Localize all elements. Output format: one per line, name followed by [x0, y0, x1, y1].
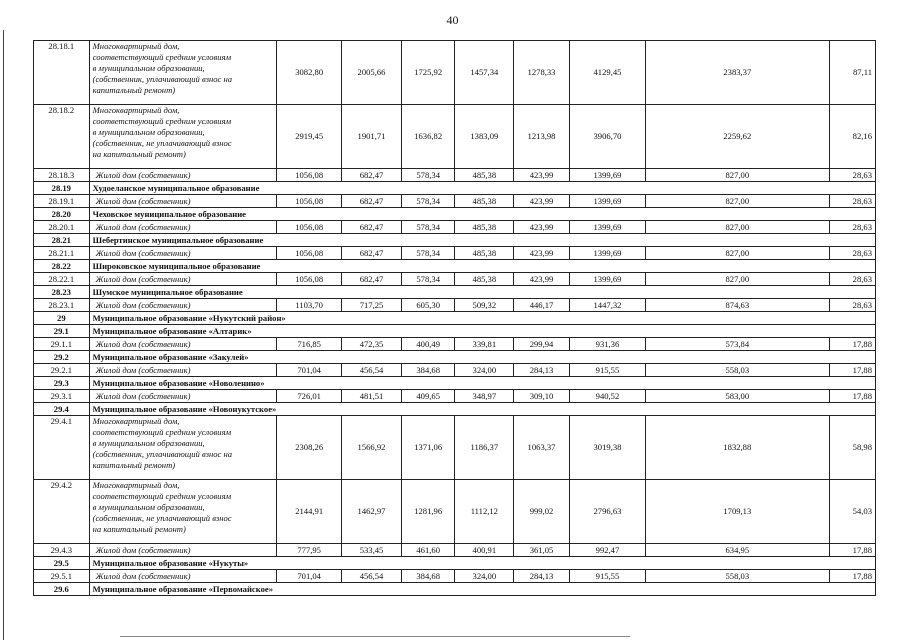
value-cell: 1462,97 [342, 480, 402, 544]
value-cell: 1399,69 [569, 169, 645, 182]
value-cell: 324,00 [455, 570, 514, 583]
value-cell: 1056,08 [277, 169, 342, 182]
page-number: 40 [446, 13, 459, 27]
table-body [34, 41, 876, 596]
table-row [34, 544, 876, 557]
value-cell: 423,99 [514, 221, 570, 234]
value-cell: 827,00 [646, 273, 829, 286]
table-row [34, 364, 876, 377]
value-cell: 701,04 [277, 364, 342, 377]
section-row [34, 286, 876, 299]
value-cell: 558,03 [646, 364, 829, 377]
value-cell: 446,17 [514, 299, 570, 312]
row-description [89, 273, 277, 286]
section-title: Муниципальное образование «Новонукутское» [89, 403, 875, 416]
section-row [34, 377, 876, 390]
section-title: Муниципальное образование «Новоленино» [89, 377, 875, 390]
row-description [89, 390, 277, 403]
description-line: Жилой дом (собственник) [95, 169, 191, 180]
value-cell: 726,01 [277, 390, 342, 403]
value-cell: 423,99 [514, 273, 570, 286]
value-cell: 1063,37 [514, 416, 570, 480]
scan-edge-line [3, 30, 4, 640]
row-code: 28.22.1 [34, 273, 90, 286]
value-cell: 456,54 [342, 570, 402, 583]
value-cell: 558,03 [646, 570, 829, 583]
row-code: 28.18.3 [34, 169, 90, 182]
value-cell: 472,35 [342, 338, 402, 351]
description-line: соответствующий средним условиям [92, 115, 232, 126]
value-cell: 1399,69 [569, 221, 645, 234]
value-cell: 716,85 [277, 338, 342, 351]
row-code: 29.4.2 [34, 480, 90, 544]
row-description [89, 480, 277, 544]
value-cell: 1103,70 [277, 299, 342, 312]
value-cell: 17,88 [829, 390, 875, 403]
description-line: Многоквартирный дом, [92, 416, 180, 426]
row-description [89, 338, 277, 351]
table-row [34, 390, 876, 403]
section-code: 28.19 [34, 182, 90, 195]
row-code: 28.21.1 [34, 247, 90, 260]
value-cell: 2796,63 [569, 480, 645, 544]
value-cell: 28,63 [829, 169, 875, 182]
description-line: Жилой дом (собственник) [95, 390, 191, 401]
description-line: Жилой дом (собственник) [95, 247, 191, 258]
section-title: Худоеланское муниципальное образование [89, 182, 875, 195]
description-line: Жилой дом (собственник) [95, 273, 191, 284]
description-line: (собственник, уплачивающий взнос на [92, 448, 233, 459]
value-cell: 485,38 [455, 221, 514, 234]
value-cell: 1056,08 [277, 247, 342, 260]
value-cell: 1056,08 [277, 195, 342, 208]
value-cell: 2383,37 [646, 41, 829, 105]
section-title: Чеховское муниципальное образование [89, 208, 875, 221]
description-line: соответствующий средним условиям [92, 426, 232, 437]
value-cell: 82,16 [829, 105, 875, 169]
description-line: Многоквартирный дом, [92, 41, 180, 51]
row-description [89, 195, 277, 208]
value-cell: 485,38 [455, 247, 514, 260]
row-code: 29.4.3 [34, 544, 90, 557]
section-title: Муниципальное образование «Нукуты» [89, 557, 875, 570]
row-code: 28.18.2 [34, 105, 90, 169]
value-cell: 361,05 [514, 544, 570, 557]
value-cell: 2005,66 [342, 41, 402, 105]
value-cell: 682,47 [342, 221, 402, 234]
value-cell: 481,51 [342, 390, 402, 403]
value-cell: 1725,92 [401, 41, 455, 105]
value-cell: 54,03 [829, 480, 875, 544]
value-cell: 1399,69 [569, 273, 645, 286]
row-code: 28.20.1 [34, 221, 90, 234]
table-row [34, 247, 876, 260]
value-cell: 1112,12 [455, 480, 514, 544]
value-cell: 28,63 [829, 299, 875, 312]
section-row [34, 208, 876, 221]
row-code: 28.23.1 [34, 299, 90, 312]
row-code: 29.4.1 [34, 416, 90, 480]
value-cell: 284,13 [514, 364, 570, 377]
description-line: Жилой дом (собственник) [95, 221, 191, 232]
value-cell: 400,49 [401, 338, 455, 351]
description-line: Жилой дом (собственник) [95, 195, 191, 206]
description-line: Жилой дом (собственник) [95, 544, 191, 555]
value-cell: 1399,69 [569, 247, 645, 260]
value-cell: 1186,37 [455, 416, 514, 480]
description-line: капитальный ремонт) [92, 459, 176, 470]
value-cell: 578,34 [401, 273, 455, 286]
value-cell: 682,47 [342, 195, 402, 208]
row-code: 29.3.1 [34, 390, 90, 403]
value-cell: 299,94 [514, 338, 570, 351]
description-line: Жилой дом (собственник) [95, 364, 191, 375]
value-cell: 309,10 [514, 390, 570, 403]
section-title: Муниципальное образование «Алтарик» [89, 325, 875, 338]
section-code: 29 [34, 312, 90, 325]
row-code: 29.5.1 [34, 570, 90, 583]
value-cell: 827,00 [646, 169, 829, 182]
value-cell: 423,99 [514, 195, 570, 208]
value-cell: 2919,45 [277, 105, 342, 169]
value-cell: 485,38 [455, 195, 514, 208]
bottom-rule [120, 636, 630, 637]
value-cell: 348,97 [455, 390, 514, 403]
value-cell: 827,00 [646, 247, 829, 260]
section-title: Шумское муниципальное образование [89, 286, 875, 299]
table-row [34, 570, 876, 583]
value-cell: 28,63 [829, 247, 875, 260]
value-cell: 717,25 [342, 299, 402, 312]
value-cell: 1371,06 [401, 416, 455, 480]
value-cell: 1636,82 [401, 105, 455, 169]
row-code: 29.2.1 [34, 364, 90, 377]
section-code: 29.4 [34, 403, 90, 416]
value-cell: 423,99 [514, 169, 570, 182]
description-line: в муниципальном образовании, [92, 126, 205, 137]
section-code: 29.2 [34, 351, 90, 364]
section-title: Широковское муниципальное образование [89, 260, 875, 273]
section-title: Муниципальное образование «Нукутский район» [89, 312, 875, 325]
table-row [34, 105, 876, 169]
value-cell: 915,55 [569, 364, 645, 377]
section-row [34, 351, 876, 364]
table-row [34, 273, 876, 286]
row-description [89, 544, 277, 557]
section-title: Шебертинское муниципальное образование [89, 234, 875, 247]
value-cell: 58,98 [829, 416, 875, 480]
section-code: 29.6 [34, 583, 90, 596]
row-code: 29.1.1 [34, 338, 90, 351]
tariff-table [33, 40, 876, 596]
value-cell: 682,47 [342, 247, 402, 260]
section-row [34, 403, 876, 416]
value-cell: 17,88 [829, 544, 875, 557]
row-description [89, 299, 277, 312]
value-cell: 578,34 [401, 195, 455, 208]
value-cell: 874,63 [646, 299, 829, 312]
section-code: 28.23 [34, 286, 90, 299]
description-line: Жилой дом (собственник) [95, 338, 191, 349]
description-line: (собственник, не уплачивающий взнос [92, 512, 232, 523]
value-cell: 28,63 [829, 195, 875, 208]
value-cell: 1056,08 [277, 273, 342, 286]
value-cell: 578,34 [401, 169, 455, 182]
value-cell: 4129,45 [569, 41, 645, 105]
table-row [34, 41, 876, 105]
value-cell: 485,38 [455, 273, 514, 286]
value-cell: 634,95 [646, 544, 829, 557]
section-code: 29.3 [34, 377, 90, 390]
value-cell: 777,95 [277, 544, 342, 557]
description-line: Жилой дом (собственник) [95, 299, 191, 310]
section-row [34, 234, 876, 247]
description-line: (собственник, уплачивающий взнос на [92, 73, 233, 84]
row-description [89, 416, 277, 480]
description-line: Жилой дом (собственник) [95, 570, 191, 581]
section-row [34, 260, 876, 273]
value-cell: 940,52 [569, 390, 645, 403]
value-cell: 384,68 [401, 570, 455, 583]
value-cell: 999,02 [514, 480, 570, 544]
value-cell: 1457,34 [455, 41, 514, 105]
value-cell: 701,04 [277, 570, 342, 583]
section-code: 29.1 [34, 325, 90, 338]
value-cell: 400,91 [455, 544, 514, 557]
value-cell: 1832,88 [646, 416, 829, 480]
row-description [89, 247, 277, 260]
value-cell: 1566,92 [342, 416, 402, 480]
value-cell: 827,00 [646, 221, 829, 234]
value-cell: 3019,38 [569, 416, 645, 480]
value-cell: 409,65 [401, 390, 455, 403]
value-cell: 827,00 [646, 195, 829, 208]
value-cell: 583,00 [646, 390, 829, 403]
description-line: Многоквартирный дом, [92, 480, 180, 490]
value-cell: 284,13 [514, 570, 570, 583]
row-description [89, 41, 277, 105]
table-row [34, 480, 876, 544]
value-cell: 485,38 [455, 169, 514, 182]
value-cell: 1399,69 [569, 195, 645, 208]
description-line: соответствующий средним условиям [92, 51, 232, 62]
section-code: 28.20 [34, 208, 90, 221]
table-row [34, 299, 876, 312]
description-line: в муниципальном образовании, [92, 62, 205, 73]
row-description [89, 364, 277, 377]
value-cell: 915,55 [569, 570, 645, 583]
value-cell: 992,47 [569, 544, 645, 557]
row-description [89, 169, 277, 182]
value-cell: 509,32 [455, 299, 514, 312]
section-code: 28.21 [34, 234, 90, 247]
value-cell: 2144,91 [277, 480, 342, 544]
value-cell: 17,88 [829, 570, 875, 583]
value-cell: 1278,33 [514, 41, 570, 105]
value-cell: 1383,09 [455, 105, 514, 169]
value-cell: 2259,62 [646, 105, 829, 169]
section-title: Муниципальное образование «Закулей» [89, 351, 875, 364]
table-row [34, 169, 876, 182]
section-row [34, 182, 876, 195]
row-code: 28.19.1 [34, 195, 90, 208]
table-row [34, 416, 876, 480]
row-description [89, 105, 277, 169]
value-cell: 3906,70 [569, 105, 645, 169]
description-line: на капитальный ремонт) [92, 148, 186, 159]
section-code: 29.5 [34, 557, 90, 570]
value-cell: 423,99 [514, 247, 570, 260]
description-line: капитальный ремонт) [92, 84, 176, 95]
value-cell: 17,88 [829, 364, 875, 377]
value-cell: 339,81 [455, 338, 514, 351]
description-line: (собственник, не уплачивающий взнос [92, 137, 232, 148]
value-cell: 324,00 [455, 364, 514, 377]
value-cell: 461,60 [401, 544, 455, 557]
value-cell: 456,54 [342, 364, 402, 377]
value-cell: 682,47 [342, 169, 402, 182]
value-cell: 1447,32 [569, 299, 645, 312]
row-description [89, 570, 277, 583]
value-cell: 533,45 [342, 544, 402, 557]
value-cell: 384,68 [401, 364, 455, 377]
section-title: Муниципальное образование «Первомайское» [89, 583, 875, 596]
value-cell: 682,47 [342, 273, 402, 286]
value-cell: 28,63 [829, 273, 875, 286]
value-cell: 1281,96 [401, 480, 455, 544]
value-cell: 573,84 [646, 338, 829, 351]
section-code: 28.22 [34, 260, 90, 273]
table-row [34, 338, 876, 351]
description-line: в муниципальном образовании, [92, 437, 205, 448]
value-cell: 931,36 [569, 338, 645, 351]
value-cell: 28,63 [829, 221, 875, 234]
value-cell: 605,30 [401, 299, 455, 312]
table-row [34, 221, 876, 234]
value-cell: 1901,71 [342, 105, 402, 169]
value-cell: 3082,80 [277, 41, 342, 105]
value-cell: 578,34 [401, 221, 455, 234]
value-cell: 2308,26 [277, 416, 342, 480]
value-cell: 578,34 [401, 247, 455, 260]
section-row [34, 583, 876, 596]
section-row [34, 557, 876, 570]
description-line: на капитальный ремонт) [92, 523, 186, 534]
table-row [34, 195, 876, 208]
value-cell: 87,11 [829, 41, 875, 105]
value-cell: 1709,13 [646, 480, 829, 544]
row-description [89, 221, 277, 234]
description-line: в муниципальном образовании, [92, 501, 205, 512]
section-row [34, 325, 876, 338]
section-row [34, 312, 876, 325]
description-line: Многоквартирный дом, [92, 105, 180, 115]
value-cell: 17,88 [829, 338, 875, 351]
value-cell: 1213,98 [514, 105, 570, 169]
value-cell: 1056,08 [277, 221, 342, 234]
row-code: 28.18.1 [34, 41, 90, 105]
description-line: соответствующий средним условиям [92, 490, 232, 501]
